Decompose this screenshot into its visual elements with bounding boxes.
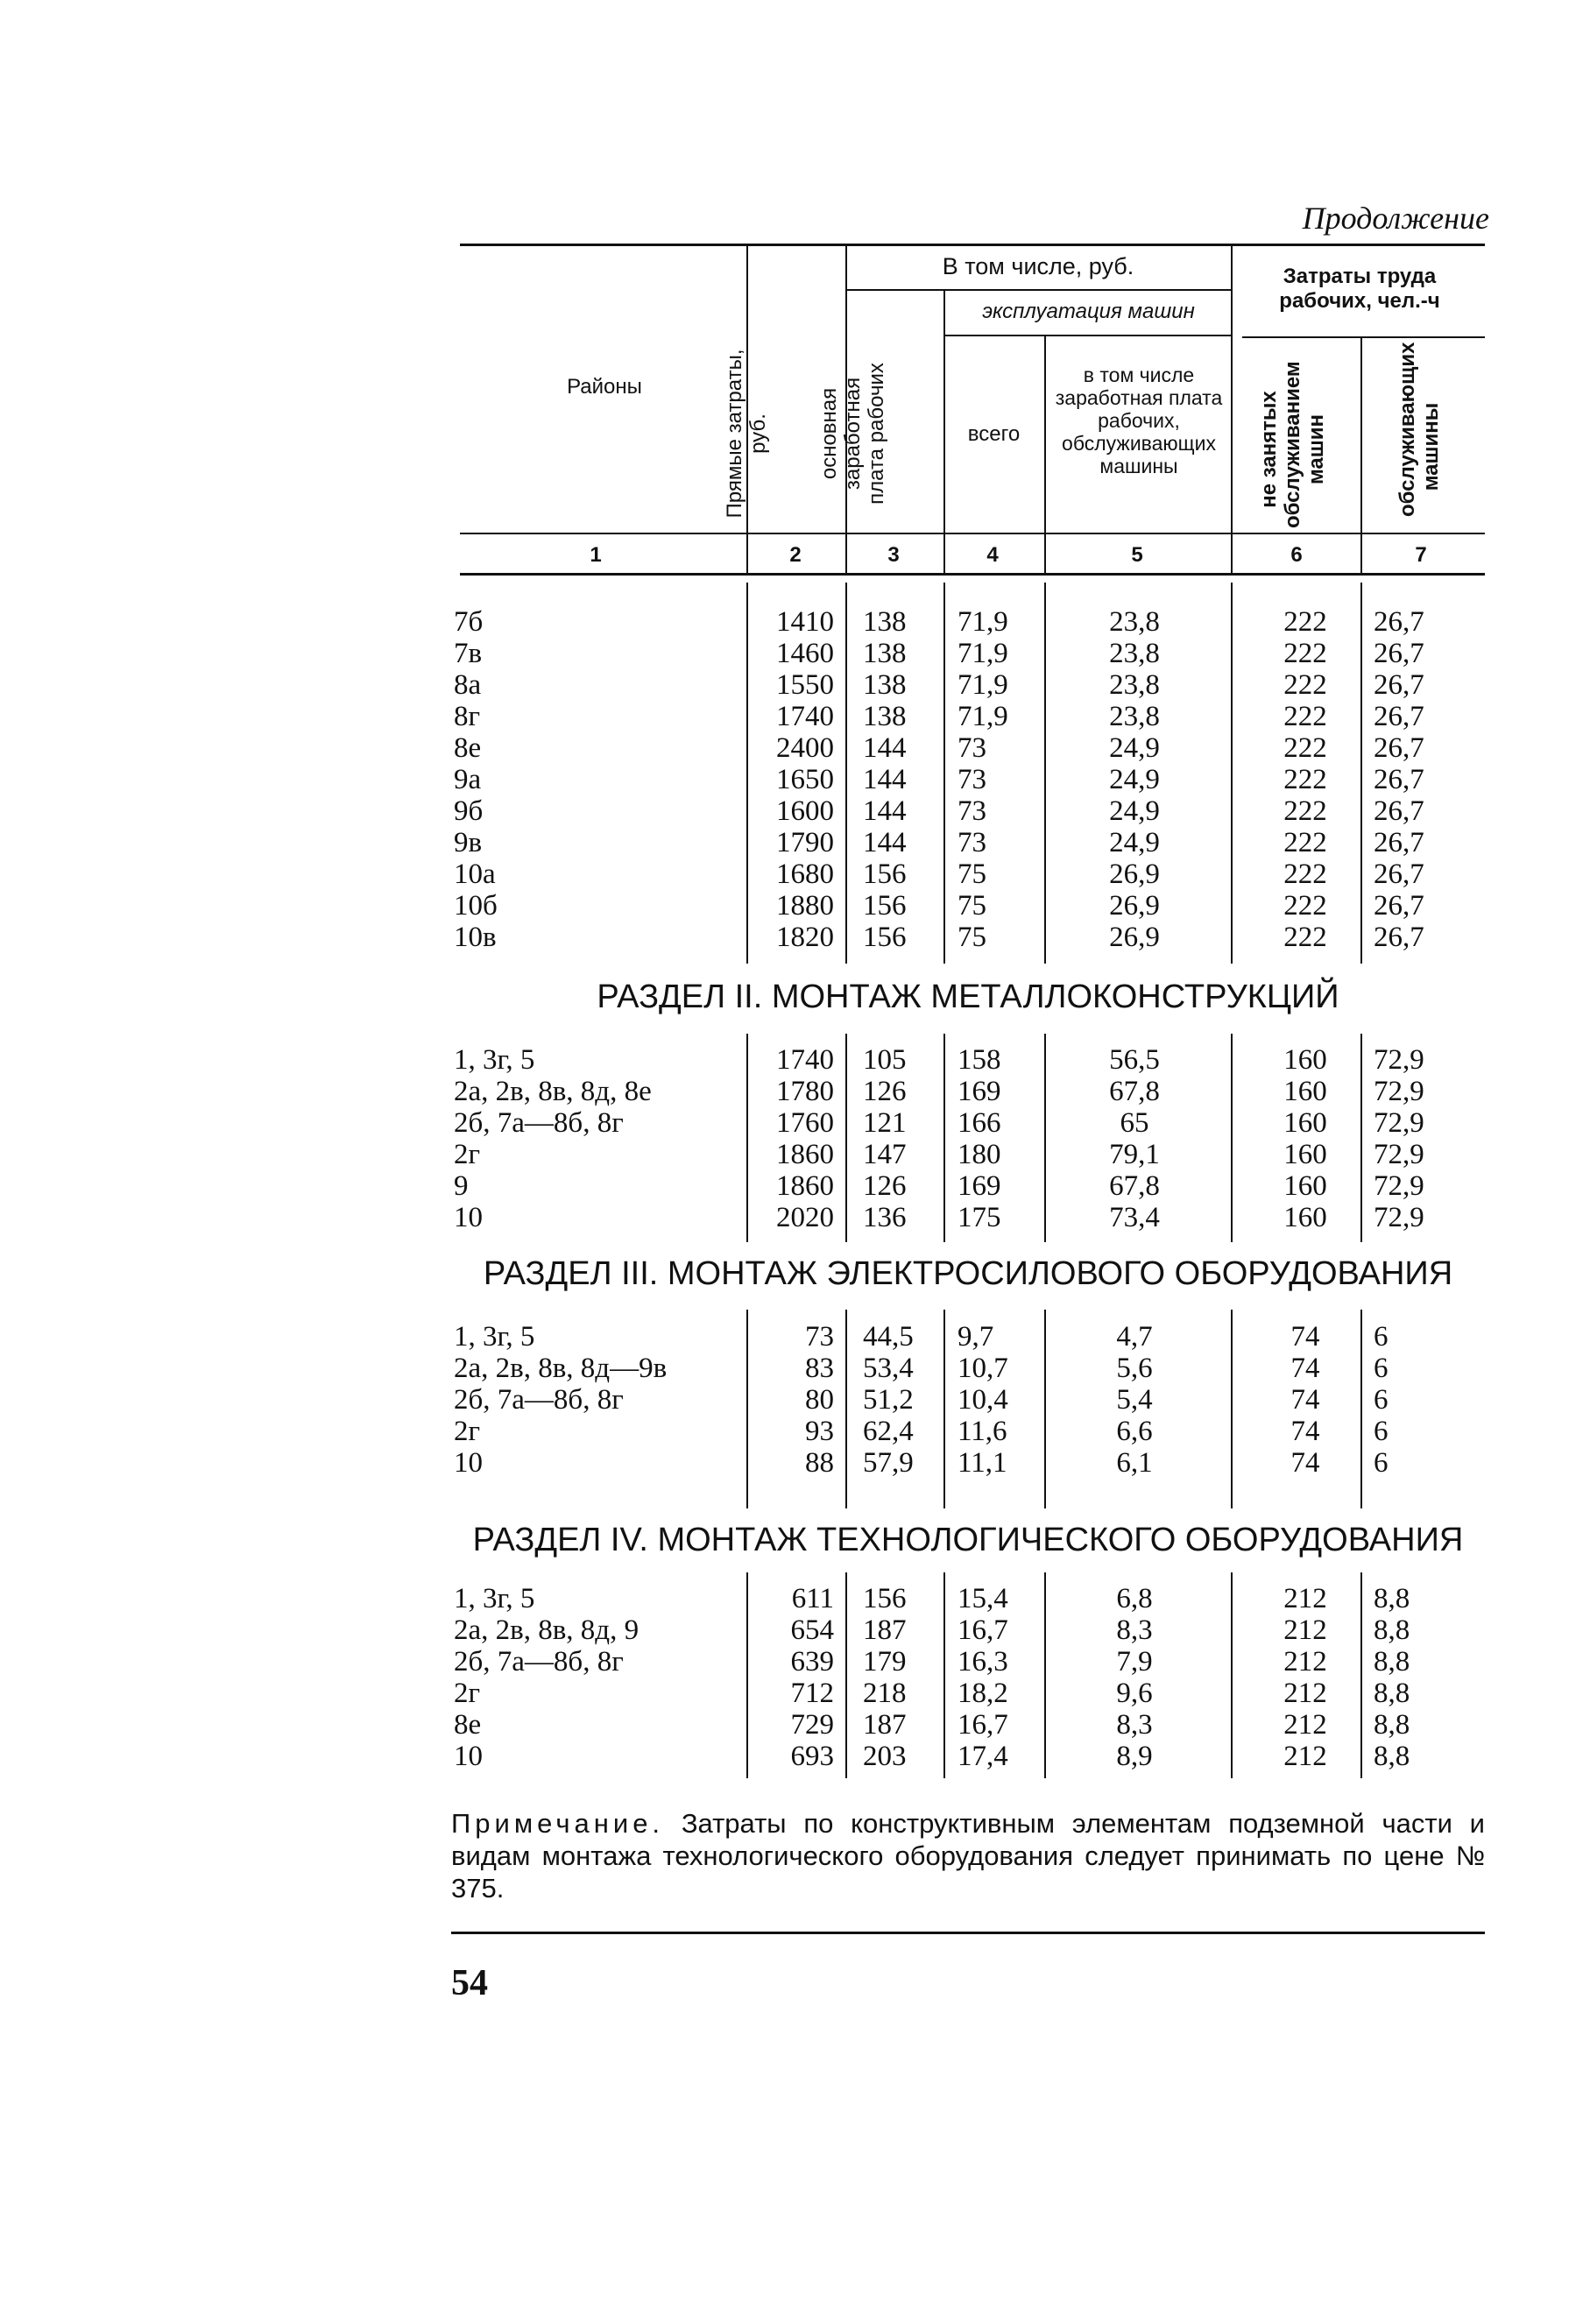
column-divider (746, 583, 748, 964)
table-cell: 160 (1283, 1139, 1327, 1170)
column-divider (746, 1034, 748, 1242)
table-cell: 10 (454, 1202, 483, 1233)
table-cell: 62,4 (863, 1416, 914, 1447)
table-cell: 74 (1290, 1384, 1320, 1416)
page-number: 54 (451, 1963, 488, 2003)
table-cell: 16,3 (958, 1646, 1008, 1678)
table-cell: 1820 (776, 922, 834, 953)
colnum-6: 6 (1290, 543, 1303, 567)
table-cell: 8г (454, 701, 481, 732)
table-cell: 65 (1120, 1107, 1149, 1139)
table-cell: 144 (863, 827, 907, 858)
table-cell: 222 (1283, 732, 1327, 764)
table-cell: 6 (1374, 1353, 1389, 1384)
table-cell: 10 (454, 1741, 483, 1772)
table-cell: 1740 (776, 1044, 834, 1076)
note-lead: Примечание. (451, 1808, 665, 1839)
colnum-7: 7 (1415, 543, 1427, 567)
table-cell: 1650 (776, 764, 834, 795)
header-vline-5 (1231, 246, 1233, 576)
table-cell: 8е (454, 1709, 482, 1741)
column-divider (1231, 583, 1233, 964)
table-cell: 26,7 (1374, 606, 1424, 638)
table-cell: 26,7 (1374, 827, 1424, 858)
table-cell: 1, 3г, 5 (454, 1583, 535, 1614)
labor-group-rule (1242, 336, 1485, 338)
table-cell: 6,8 (1116, 1583, 1153, 1614)
table-cell: 23,8 (1109, 701, 1160, 732)
table-cell: 156 (863, 858, 907, 890)
table-cell: 75 (958, 922, 986, 953)
table-cell: 1740 (776, 701, 834, 732)
table-cell: 1880 (776, 890, 834, 922)
column-divider (943, 1310, 945, 1508)
table-cell: 222 (1283, 669, 1327, 701)
table-cell: 75 (958, 890, 986, 922)
table-cell: 1790 (776, 827, 834, 858)
table-cell: 11,1 (958, 1447, 1007, 1479)
column-divider (1231, 1310, 1233, 1508)
table-cell: 72,9 (1374, 1170, 1424, 1202)
table-cell: 175 (958, 1202, 1001, 1233)
table-cell: 126 (863, 1170, 907, 1202)
table-cell: 105 (863, 1044, 907, 1076)
colnum-4: 4 (986, 543, 999, 567)
table-cell: 5,6 (1116, 1353, 1153, 1384)
table-cell: 8,8 (1374, 1709, 1410, 1741)
note-text: Затраты по конструктивным элементам подземной части и видам монтажа технологического оборудования следует принимать по цене № 375. (451, 1808, 1485, 1904)
table-cell: 222 (1283, 922, 1327, 953)
table-cell: 2400 (776, 732, 834, 764)
table-cell: 23,8 (1109, 669, 1160, 701)
table-cell: 160 (1283, 1202, 1327, 1233)
table-cell: 2а, 2в, 8в, 8д—9в (454, 1353, 668, 1384)
table-cell: 166 (958, 1107, 1001, 1139)
table-cell: 8,8 (1374, 1741, 1410, 1772)
group-machines-label: эксплуатация машин (982, 300, 1195, 323)
table-cell: 1780 (776, 1076, 834, 1107)
table-cell: 1550 (776, 669, 834, 701)
table-cell: 9 (454, 1170, 469, 1202)
table-cell: 729 (790, 1709, 834, 1741)
col-base-wage-label: основная заработная плата рабочих (817, 363, 888, 505)
table-cell: 212 (1283, 1646, 1327, 1678)
table-cell: 67,8 (1109, 1076, 1160, 1107)
table-cell: 1, 3г, 5 (454, 1321, 535, 1353)
table-cell: 8а (454, 669, 482, 701)
table-cell: 73 (958, 795, 986, 827)
column-divider (1360, 1572, 1362, 1778)
header-bottom-rule (460, 533, 1485, 534)
table-cell: 160 (1283, 1107, 1327, 1139)
table-cell: 26,7 (1374, 701, 1424, 732)
table-cell: 7,9 (1116, 1646, 1153, 1678)
header-vline-6 (1360, 338, 1362, 576)
column-divider (1360, 1310, 1362, 1508)
table-cell: 1410 (776, 606, 834, 638)
table-cell: 136 (863, 1202, 907, 1233)
table-cell: 44,5 (863, 1321, 914, 1353)
table-cell: 156 (863, 1583, 907, 1614)
table-cell: 26,7 (1374, 858, 1424, 890)
table-cell: 9б (454, 795, 484, 827)
table-cell: 10б (454, 890, 498, 922)
table-cell: 8,8 (1374, 1646, 1410, 1678)
table-cell: 71,9 (958, 638, 1008, 669)
table-cell: 1, 3г, 5 (454, 1044, 535, 1076)
bottom-rule (451, 1932, 1485, 1934)
table-cell: 72,9 (1374, 1107, 1424, 1139)
table-cell: 222 (1283, 890, 1327, 922)
table-cell: 5,4 (1116, 1384, 1153, 1416)
table-cell: 138 (863, 638, 907, 669)
table-cell: 15,4 (958, 1583, 1008, 1614)
table-cell: 24,9 (1109, 764, 1160, 795)
table-cell: 6 (1374, 1416, 1389, 1447)
colnum-3: 3 (887, 543, 900, 567)
column-divider (943, 1572, 945, 1778)
column-divider (943, 1034, 945, 1242)
table-cell: 144 (863, 795, 907, 827)
table-cell: 169 (958, 1076, 1001, 1107)
table-cell: 8,3 (1116, 1709, 1153, 1741)
table-cell: 147 (863, 1139, 907, 1170)
continuation-label: Продолжение (1302, 201, 1489, 236)
table-cell: 187 (863, 1709, 907, 1741)
table-cell: 180 (958, 1139, 1001, 1170)
table-cell: 2б, 7а—8б, 8г (454, 1384, 624, 1416)
table-cell: 126 (863, 1076, 907, 1107)
table-cell: 158 (958, 1044, 1001, 1076)
table-cell: 654 (790, 1614, 834, 1646)
table-cell: 16,7 (958, 1614, 1008, 1646)
table-cell: 26,9 (1109, 922, 1160, 953)
table-cell: 79,1 (1109, 1139, 1160, 1170)
table-cell: 9,6 (1116, 1678, 1153, 1709)
table-cell: 179 (863, 1646, 907, 1678)
table-cell: 1860 (776, 1139, 834, 1170)
table-cell: 2б, 7а—8б, 8г (454, 1646, 624, 1678)
table-cell: 26,7 (1374, 795, 1424, 827)
table-cell: 72,9 (1374, 1044, 1424, 1076)
table-cell: 222 (1283, 701, 1327, 732)
column-divider (845, 1034, 847, 1242)
table-cell: 138 (863, 701, 907, 732)
table-cell: 26,7 (1374, 732, 1424, 764)
table-cell: 160 (1283, 1044, 1327, 1076)
table-cell: 67,8 (1109, 1170, 1160, 1202)
table-cell: 10 (454, 1447, 483, 1479)
table-cell: 75 (958, 858, 986, 890)
col-serving-label: обслуживающих машины (1396, 342, 1443, 517)
table-cell: 187 (863, 1614, 907, 1646)
table-cell: 156 (863, 922, 907, 953)
table-cell: 222 (1283, 858, 1327, 890)
table-cell: 2а, 2в, 8в, 8д, 9 (454, 1614, 640, 1646)
column-divider (746, 1572, 748, 1778)
table-cell: 212 (1283, 1583, 1327, 1614)
table-cell: 9а (454, 764, 482, 795)
table-cell: 8,3 (1116, 1614, 1153, 1646)
table-cell: 10,4 (958, 1384, 1008, 1416)
table-cell: 2а, 2в, 8в, 8д, 8е (454, 1076, 652, 1107)
table-cell: 1860 (776, 1170, 834, 1202)
column-divider (845, 583, 847, 964)
table-cell: 6 (1374, 1321, 1389, 1353)
table-cell: 73 (805, 1321, 834, 1353)
incl-group-rule (845, 289, 1231, 291)
table-cell: 24,9 (1109, 827, 1160, 858)
section-3-title: РАЗДЕЛ III. МОНТАЖ ЭЛЕКТРОСИЛОВОГО ОБОРУДОВАНИЯ (483, 1255, 1453, 1292)
col-regions-label: Районы (567, 375, 642, 399)
table-cell: 26,7 (1374, 922, 1424, 953)
table-cell: 2г (454, 1678, 481, 1709)
column-divider (1231, 1572, 1233, 1778)
machines-group-rule (943, 335, 1231, 336)
table-cell: 693 (790, 1741, 834, 1772)
column-divider (1360, 1034, 1362, 1242)
col-machine-wage-label: в том числе заработная плата рабочих, обслуживающих машины (1055, 364, 1223, 477)
table-cell: 6 (1374, 1447, 1389, 1479)
table-cell: 72,9 (1374, 1076, 1424, 1107)
colnum-1: 1 (590, 543, 602, 567)
table-cell: 222 (1283, 764, 1327, 795)
table-cell: 1460 (776, 638, 834, 669)
table-cell: 72,9 (1374, 1139, 1424, 1170)
table-cell: 712 (790, 1678, 834, 1709)
table-cell: 160 (1283, 1170, 1327, 1202)
table-cell: 23,8 (1109, 606, 1160, 638)
table-cell: 212 (1283, 1741, 1327, 1772)
table-cell: 144 (863, 732, 907, 764)
table-cell: 26,9 (1109, 890, 1160, 922)
table-cell: 222 (1283, 795, 1327, 827)
table-cell: 57,9 (863, 1447, 914, 1479)
table-cell: 611 (791, 1583, 834, 1614)
table-cell: 26,7 (1374, 764, 1424, 795)
col-total-label: всего (967, 422, 1021, 446)
table-cell: 4,7 (1116, 1321, 1153, 1353)
group-labor-label: Затраты труда рабочих, чел.-ч (1279, 265, 1440, 313)
table-cell: 88 (805, 1447, 834, 1479)
table-cell: 53,4 (863, 1353, 914, 1384)
table-cell: 26,7 (1374, 669, 1424, 701)
table-cell: 80 (805, 1384, 834, 1416)
table-cell: 212 (1283, 1678, 1327, 1709)
table-cell: 71,9 (958, 669, 1008, 701)
table-cell: 83 (805, 1353, 834, 1384)
column-divider (746, 1310, 748, 1508)
table-cell: 212 (1283, 1709, 1327, 1741)
table-cell: 160 (1283, 1076, 1327, 1107)
table-cell: 2г (454, 1416, 481, 1447)
table-cell: 8е (454, 732, 482, 764)
group-incl-label: В том числе, руб. (942, 253, 1134, 279)
table-cell: 6,1 (1116, 1447, 1153, 1479)
section-2-title: РАЗДЕЛ II. МОНТАЖ МЕТАЛЛОКОНСТРУКЦИЙ (597, 978, 1339, 1015)
header-vline-4 (1044, 336, 1046, 576)
table-cell: 212 (1283, 1614, 1327, 1646)
column-divider (1231, 1034, 1233, 1242)
colnum-bottom-rule (460, 573, 1485, 576)
table-cell: 72,9 (1374, 1202, 1424, 1233)
table-cell: 26,9 (1109, 858, 1160, 890)
column-divider (1360, 583, 1362, 964)
table-cell: 10в (454, 922, 497, 953)
table-cell: 9,7 (958, 1321, 994, 1353)
table-cell: 24,9 (1109, 732, 1160, 764)
table-cell: 6 (1374, 1384, 1389, 1416)
table-cell: 73 (958, 732, 986, 764)
table-cell: 10,7 (958, 1353, 1008, 1384)
table-cell: 71,9 (958, 701, 1008, 732)
table-cell: 156 (863, 890, 907, 922)
table-top-rule (460, 244, 1485, 246)
table-cell: 26,7 (1374, 890, 1424, 922)
table-cell: 8,9 (1116, 1741, 1153, 1772)
table-cell: 1760 (776, 1107, 834, 1139)
table-cell: 74 (1290, 1416, 1320, 1447)
header-vline-3 (943, 291, 945, 576)
section-4-title: РАЗДЕЛ IV. МОНТАЖ ТЕХНОЛОГИЧЕСКОГО ОБОРУДОВАНИЯ (472, 1522, 1464, 1558)
table-cell: 11,6 (958, 1416, 1007, 1447)
table-cell: 93 (805, 1416, 834, 1447)
table-cell: 74 (1290, 1353, 1320, 1384)
table-cell: 7в (454, 638, 483, 669)
table-cell: 9в (454, 827, 483, 858)
colnum-2: 2 (789, 543, 802, 567)
table-cell: 222 (1283, 638, 1327, 669)
table-cell: 138 (863, 669, 907, 701)
table-cell: 73 (958, 827, 986, 858)
table-cell: 8,8 (1374, 1583, 1410, 1614)
table-cell: 56,5 (1109, 1044, 1160, 1076)
table-cell: 2020 (776, 1202, 834, 1233)
table-cell: 51,2 (863, 1384, 914, 1416)
table-cell: 26,7 (1374, 638, 1424, 669)
column-divider (943, 583, 945, 964)
table-cell: 23,8 (1109, 638, 1160, 669)
table-cell: 71,9 (958, 606, 1008, 638)
table-cell: 1600 (776, 795, 834, 827)
col-not-serving-label: не занятых обслуживанием машин (1257, 361, 1328, 528)
table-cell: 2г (454, 1139, 481, 1170)
table-cell: 138 (863, 606, 907, 638)
table-cell: 73 (958, 764, 986, 795)
table-cell: 8,8 (1374, 1678, 1410, 1709)
col-direct-costs-label: Прямые затраты, руб. (723, 349, 770, 519)
table-cell: 218 (863, 1678, 907, 1709)
table-cell: 6,6 (1116, 1416, 1153, 1447)
colnum-5: 5 (1131, 543, 1143, 567)
table-cell: 73,4 (1109, 1202, 1160, 1233)
table-cell: 222 (1283, 827, 1327, 858)
table-cell: 203 (863, 1741, 907, 1772)
table-cell: 2б, 7а—8б, 8г (454, 1107, 624, 1139)
table-cell: 18,2 (958, 1678, 1008, 1709)
table-cell: 169 (958, 1170, 1001, 1202)
table-cell: 1680 (776, 858, 834, 890)
table-cell: 222 (1283, 606, 1327, 638)
table-cell: 74 (1290, 1321, 1320, 1353)
table-cell: 8,8 (1374, 1614, 1410, 1646)
note-paragraph (451, 1807, 1485, 1904)
column-divider (845, 1572, 847, 1778)
table-cell: 16,7 (958, 1709, 1008, 1741)
table-cell: 7б (454, 606, 484, 638)
table-cell: 639 (790, 1646, 834, 1678)
column-divider (845, 1310, 847, 1508)
table-cell: 121 (863, 1107, 907, 1139)
table-cell: 24,9 (1109, 795, 1160, 827)
table-cell: 144 (863, 764, 907, 795)
table-cell: 17,4 (958, 1741, 1008, 1772)
table-cell: 10а (454, 858, 496, 890)
table-cell: 74 (1290, 1447, 1320, 1479)
